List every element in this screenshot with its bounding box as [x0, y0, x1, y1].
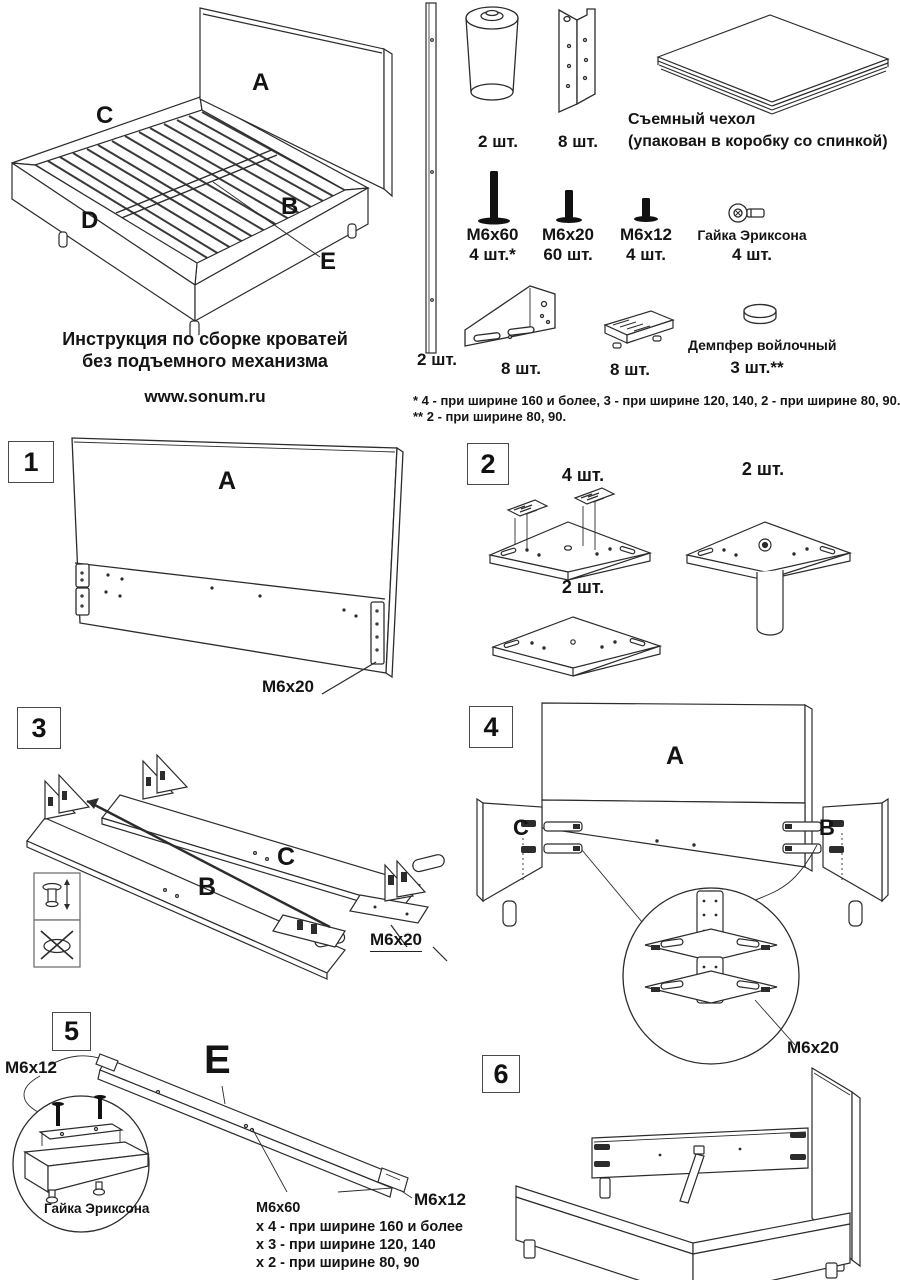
felt-damper-icon — [735, 298, 790, 333]
page-title-line1: Инструкция по сборке кроватей — [62, 329, 348, 349]
step-1-headboard-diagram — [60, 428, 420, 718]
bolt-m6x60-name: M6x60 — [466, 225, 519, 244]
step-1-number: 1 — [8, 441, 54, 483]
bolt-m6x12-name: M6x12 — [620, 225, 672, 244]
corner-plate-part-icon — [458, 280, 588, 355]
step-2-qty-bottom: 2 шт. — [561, 577, 605, 597]
do-not-unscrew-icon — [34, 920, 80, 967]
overview-label-headboard: A — [252, 69, 270, 96]
step-3-screw-label: M6x20 — [370, 931, 422, 952]
step-1-panel-label: A — [218, 467, 237, 495]
erickson-nut-name: Гайка Эриксона — [697, 227, 807, 243]
bolt-m6x20-qty: 60 шт. — [543, 245, 593, 264]
bolt-m6x12-icon — [622, 194, 672, 228]
step-4-screw-label: M6x20 — [787, 1038, 839, 1057]
step-2-qty-right: 2 шт. — [741, 459, 785, 479]
overview-label-side-b: B — [281, 193, 299, 220]
erickson-nut-icon — [726, 200, 786, 228]
felt-damper-name: Демпфер войлочный — [688, 337, 837, 353]
step-5-number: 5 — [52, 1012, 91, 1051]
overview-label-side-d: D — [81, 207, 99, 234]
removable-cover-icon — [640, 5, 900, 120]
step-5-bolt-option-1: x 4 - при ширине 160 и более — [256, 1219, 463, 1235]
step-3-label-c: C — [277, 843, 296, 871]
step-5-screw-right-label: M6x12 — [414, 1190, 466, 1209]
step-5-rail-label: E — [204, 1038, 231, 1082]
bolt-m6x20-icon — [545, 186, 595, 228]
step-5-bolt-title: M6x60 — [256, 1200, 301, 1216]
step-4-label-a: A — [666, 742, 685, 770]
erickson-nut-qty: 4 шт. — [732, 245, 772, 264]
step-4-label-b: B — [819, 815, 835, 840]
slat-holder-small-icon — [508, 488, 614, 516]
step-3-side-rails-diagram — [15, 715, 460, 1000]
step-4-label-c: C — [513, 815, 529, 840]
step-3-label-b: B — [198, 873, 217, 901]
step-6-frame-assembly-diagram — [460, 1058, 900, 1280]
step-5-bolt-option-2: x 3 - при ширине 120, 140 — [256, 1237, 436, 1253]
website-url: www.sonum.ru — [144, 387, 266, 406]
leg-adjust-allowed-icon — [34, 873, 80, 920]
bolt-m6x60-qty: 4 шт.* — [469, 245, 516, 264]
bolt-m6x20-name: M6x20 — [542, 225, 594, 244]
slat-holder-part-icon — [595, 303, 680, 355]
bed-center-rail — [116, 149, 277, 219]
corner-bracket-qty: 8 шт. — [558, 132, 598, 151]
footnote-1: * 4 - при ширине 160 и более, 3 - при ширине 120, 140, 2 - при ширине 80, 90. — [413, 393, 900, 408]
leg-part-icon — [460, 2, 524, 122]
overview-label-side-c: C — [96, 102, 114, 129]
strip-qty: 2 шт. — [417, 350, 457, 369]
leg-qty: 2 шт. — [478, 132, 518, 151]
step-2-qty-top: 4 шт. — [561, 465, 605, 485]
step-5-bolt-option-3: x 2 - при ширине 80, 90 — [256, 1255, 420, 1271]
corner-bracket-part-icon — [545, 0, 610, 120]
slat-holder-qty: 8 шт. — [610, 360, 650, 379]
step-2-plates-diagram — [465, 450, 900, 700]
corner-plate-qty: 8 шт. — [501, 359, 541, 378]
step-5-screw-left-label: M6x12 — [5, 1058, 57, 1077]
step-4-number: 4 — [469, 706, 513, 748]
cover-note: (упакован в коробку со спинкой) — [628, 133, 888, 150]
step-1-screw-label: M6x20 — [262, 677, 314, 696]
bolt-m6x60-icon — [470, 168, 520, 228]
step-3-number: 3 — [17, 707, 61, 749]
felt-damper-qty: 3 шт.** — [730, 358, 784, 377]
long-strip-part — [410, 0, 465, 360]
step-5-nut-label: Гайка Эриксона — [44, 1201, 150, 1216]
step-6-number: 6 — [482, 1055, 520, 1093]
footnote-2: ** 2 - при ширине 80, 90. — [413, 409, 567, 424]
bolt-m6x12-qty: 4 шт. — [626, 245, 666, 264]
page-title-line2: без подъемного механизма — [82, 351, 328, 371]
step-2-number: 2 — [467, 443, 509, 485]
overview-label-rail-e: E — [320, 248, 337, 275]
cover-name: Съемный чехол — [628, 111, 756, 128]
bed-overview-diagram — [0, 0, 430, 335]
